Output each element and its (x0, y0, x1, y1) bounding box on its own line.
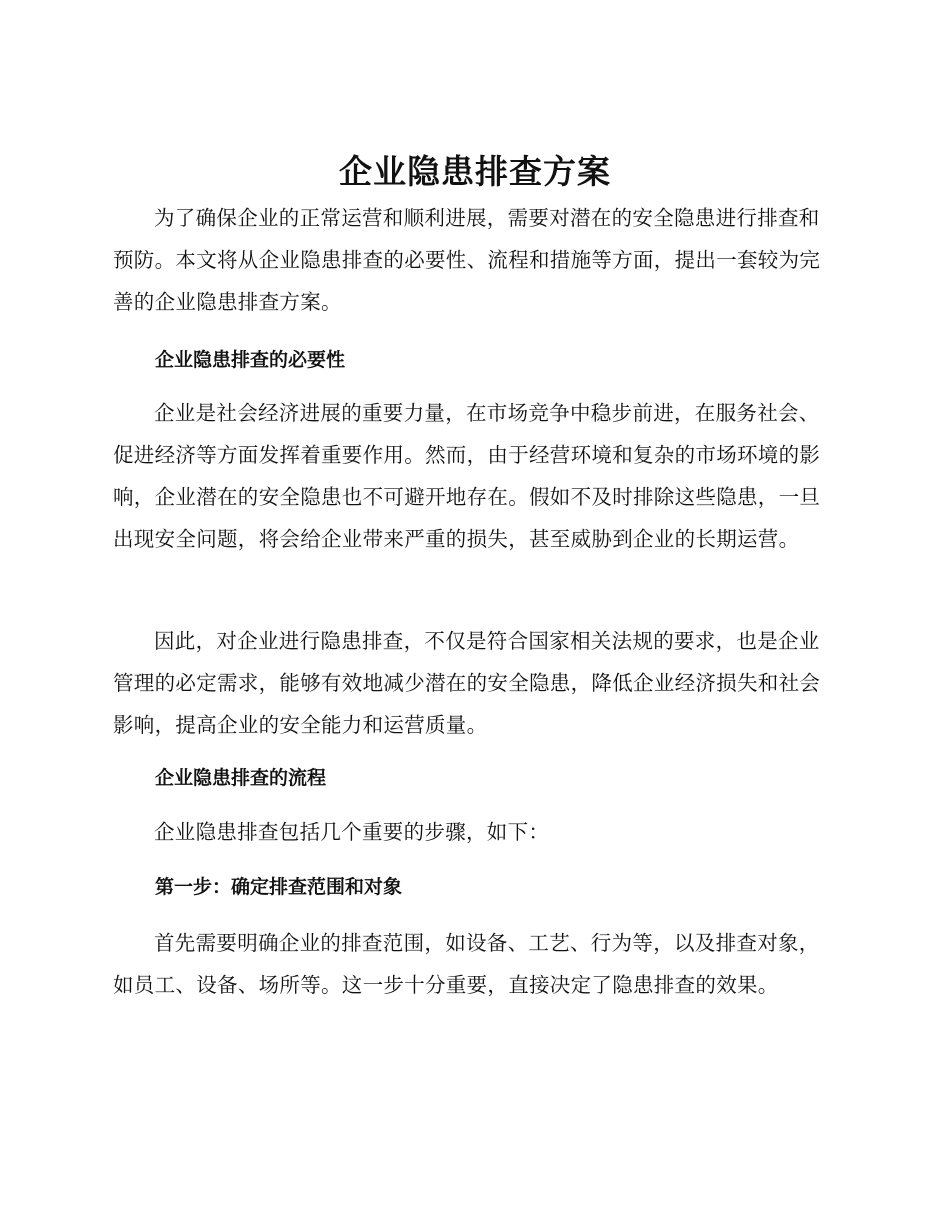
step1-paragraph: 首先需要明确企业的排查范围，如设备、工艺、行为等，以及排查对象，如员工、设备、场所等。这一步十分重要，直接决定了隐患排查的效果。 (113, 931, 820, 997)
necessity-paragraph-1: 企业是社会经济进展的重要力量，在市场竞争中稳步前进，在服务社会、促进经济等方面发挥着重要作用。然而，由于经营环境和复杂的市场环境的影响，企业潜在的安全隐患也不可避开地存在。假如不及时排除这些隐患，一旦出现安全问题，将会给企业带来严重的损失，甚至威胁到企业的长期运营。 (113, 401, 821, 551)
intro-paragraph: 为了确保企业的正常运营和顺利进展，需要对潜在的安全隐患进行排查和预防。本文将从企业隐患排查的必要性、流程和措施等方面，提出一套较为完善的企业隐患排查方案。 (113, 206, 821, 314)
process-paragraph-1: 企业隐患排查包括几个重要的步骤，如下： (154, 820, 550, 844)
section-heading-necessity: 企业隐患排查的必要性 (155, 349, 346, 371)
section-heading-process: 企业隐患排查的流程 (155, 767, 327, 789)
step1-heading: 第一步：确定排查范围和对象 (155, 876, 403, 898)
necessity-paragraph-2: 因此，对企业进行隐患排查，不仅是符合国家相关法规的要求，也是企业管理的必定需求，能够有效地减少潜在的安全隐患，降低企业经济损失和社会影响，提高企业的安全能力和运营质量。 (113, 629, 821, 737)
document-title: 企业隐患排查方案 (339, 152, 611, 191)
